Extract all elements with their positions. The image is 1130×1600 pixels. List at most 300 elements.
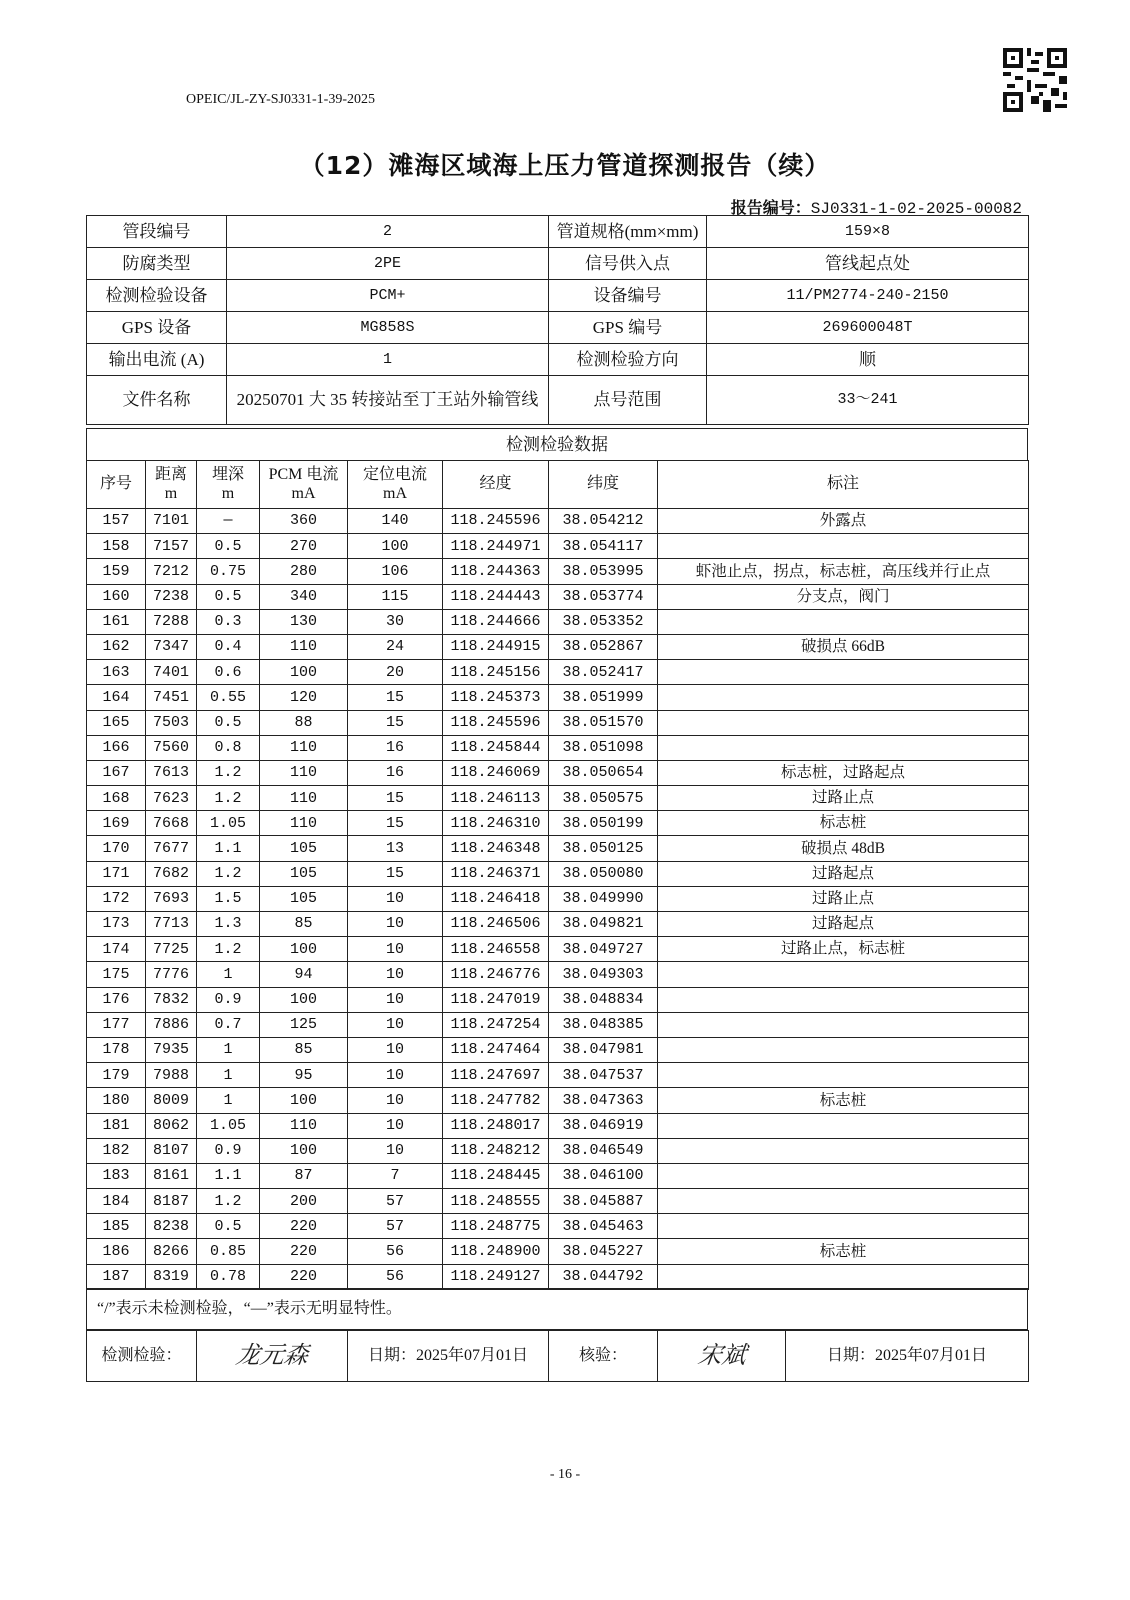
info-value: 2PE <box>227 248 549 280</box>
table-row <box>87 962 1029 987</box>
table-row <box>87 886 1029 911</box>
table-cell: 100 <box>260 987 348 1012</box>
table-cell: 10 <box>348 1037 443 1062</box>
table-cell: 110 <box>260 735 348 760</box>
table-row <box>87 584 1029 609</box>
table-cell: 过路起点 <box>658 861 1029 886</box>
table-cell: 7613 <box>146 760 197 785</box>
column-header-label: 埋深 <box>211 466 244 484</box>
table-cell: 100 <box>260 1088 348 1113</box>
table-cell: 0.85 <box>197 1239 260 1264</box>
table-cell: 1.2 <box>197 760 260 785</box>
table-cell: 10 <box>348 987 443 1012</box>
table-cell: 0.5 <box>197 584 260 609</box>
table-cell: 1.5 <box>197 886 260 911</box>
report-number-label: 报告编号： <box>730 198 811 217</box>
table-cell: 161 <box>87 609 146 634</box>
table-cell: 118.247019 <box>443 987 549 1012</box>
table-row <box>87 660 1029 685</box>
table-cell: 38.049821 <box>549 912 658 937</box>
table-cell: 过路止点，标志桩 <box>658 937 1029 962</box>
info-value: 顺 <box>707 344 1029 376</box>
table-row <box>87 811 1029 836</box>
table-row <box>87 1138 1029 1163</box>
table-cell: 118.245156 <box>443 660 549 685</box>
table-cell: 15 <box>348 811 443 836</box>
table-cell: 160 <box>87 584 146 609</box>
column-header <box>348 461 443 509</box>
table-cell: 10 <box>348 1063 443 1088</box>
info-value: 269600048T <box>707 312 1029 344</box>
table-cell: 118.248900 <box>443 1239 549 1264</box>
table-cell: 10 <box>348 1088 443 1113</box>
info-label: 防腐类型 <box>87 248 227 280</box>
table-row <box>87 735 1029 760</box>
info-value: 2 <box>227 216 549 248</box>
table-row <box>87 1214 1029 1239</box>
table-row <box>87 836 1029 861</box>
table-cell: 118.246371 <box>443 861 549 886</box>
table-row <box>87 1239 1029 1264</box>
table-cell: 38.045463 <box>549 1214 658 1239</box>
table-cell: 118.246348 <box>443 836 549 861</box>
table-row <box>87 861 1029 886</box>
table-cell: 7988 <box>146 1063 197 1088</box>
table-cell: 10 <box>348 912 443 937</box>
table-cell: 270 <box>260 534 348 559</box>
table-cell: 110 <box>260 760 348 785</box>
column-header <box>443 461 549 509</box>
table-cell <box>658 1189 1029 1214</box>
column-header-label: 经度 <box>479 475 512 493</box>
report-title: （12）滩海区域海上压力管道探测报告（续） <box>299 151 831 180</box>
table-cell: 外露点 <box>658 509 1029 534</box>
section-title: 检测检验数据 <box>87 429 1028 461</box>
table-cell: 105 <box>260 861 348 886</box>
table-cell <box>658 987 1029 1012</box>
table-cell: 118.245596 <box>443 509 549 534</box>
info-label: 检测检验设备 <box>87 280 227 312</box>
table-cell: 10 <box>348 962 443 987</box>
column-header-unit: mA <box>383 484 407 502</box>
table-cell: 过路止点 <box>658 786 1029 811</box>
column-header-label: 标注 <box>826 475 859 493</box>
table-cell: 0.5 <box>197 534 260 559</box>
table-cell: 174 <box>87 937 146 962</box>
table-cell: 7776 <box>146 962 197 987</box>
info-label: 点号范围 <box>549 376 707 425</box>
table-cell: 178 <box>87 1037 146 1062</box>
inspector-signature-text: 龙元森 <box>234 1341 311 1370</box>
table-cell: 7451 <box>146 685 197 710</box>
table-cell: 7713 <box>146 912 197 937</box>
table-row <box>87 1189 1029 1214</box>
table-cell: 0.4 <box>197 634 260 659</box>
info-label: 管段编号 <box>87 216 227 248</box>
info-label: 文件名称 <box>87 376 227 425</box>
document-code: OPEIC/JL-ZY-SJ0331-1-39-2025 <box>186 92 375 107</box>
table-cell: 7935 <box>146 1037 197 1062</box>
table-cell: 57 <box>348 1189 443 1214</box>
table-cell: 187 <box>87 1264 146 1289</box>
table-row <box>87 987 1029 1012</box>
column-header-label: 纬度 <box>586 475 619 493</box>
table-cell: 125 <box>260 1012 348 1037</box>
table-cell: 虾池止点，拐点，标志桩，高压线并行止点 <box>658 559 1029 584</box>
column-header-label: PCM 电流 <box>268 466 339 484</box>
table-cell: 8266 <box>146 1239 197 1264</box>
table-cell: 8062 <box>146 1113 197 1138</box>
table-cell: 100 <box>260 1138 348 1163</box>
table-cell: 85 <box>260 912 348 937</box>
table-cell: 105 <box>260 836 348 861</box>
table-cell: 183 <box>87 1163 146 1188</box>
table-row <box>87 1037 1029 1062</box>
table-cell: 15 <box>348 786 443 811</box>
table-cell: 164 <box>87 685 146 710</box>
table-cell <box>658 685 1029 710</box>
table-cell: 10 <box>348 1012 443 1037</box>
inspection-date: 日期：2025年07月01日 <box>348 1331 549 1382</box>
info-label: 信号供入点 <box>549 248 707 280</box>
info-row <box>87 280 1029 312</box>
table-cell: 118.246558 <box>443 937 549 962</box>
table-cell: 94 <box>260 962 348 987</box>
info-value: 20250701 大 35 转接站至丁王站外输管线 <box>227 376 549 425</box>
table-cell: 7693 <box>146 886 197 911</box>
table-cell: 8187 <box>146 1189 197 1214</box>
table-row <box>87 1113 1029 1138</box>
table-cell: 分支点，阀门 <box>658 584 1029 609</box>
info-row <box>87 248 1029 280</box>
table-cell: 163 <box>87 660 146 685</box>
column-header <box>260 461 348 509</box>
table-cell: 176 <box>87 987 146 1012</box>
table-cell: 10 <box>348 886 443 911</box>
table-cell: 7886 <box>146 1012 197 1037</box>
table-cell: 38.050575 <box>549 786 658 811</box>
column-header-label: 距离 <box>154 466 187 484</box>
table-cell: 0.55 <box>197 685 260 710</box>
table-cell <box>658 735 1029 760</box>
table-cell: 7503 <box>146 710 197 735</box>
table-row <box>87 685 1029 710</box>
table-cell: 118.248017 <box>443 1113 549 1138</box>
table-cell <box>658 534 1029 559</box>
reviewer-signature <box>658 1331 786 1382</box>
info-value: 1 <box>227 344 549 376</box>
table-cell: 85 <box>260 1037 348 1062</box>
table-cell: 169 <box>87 811 146 836</box>
table-cell: 15 <box>348 710 443 735</box>
table-cell: 168 <box>87 786 146 811</box>
table-cell: 标志桩，过路起点 <box>658 760 1029 785</box>
reviewer-signature-text: 宋斌 <box>695 1341 748 1370</box>
signature-table <box>86 1330 1029 1382</box>
table-cell: 38.050199 <box>549 811 658 836</box>
table-cell: 360 <box>260 509 348 534</box>
table-cell: 220 <box>260 1264 348 1289</box>
table-cell: 38.050125 <box>549 836 658 861</box>
info-value: 159×8 <box>707 216 1029 248</box>
table-cell: 38.052417 <box>549 660 658 685</box>
table-cell: 95 <box>260 1063 348 1088</box>
table-cell: 10 <box>348 1138 443 1163</box>
table-cell: 过路起点 <box>658 912 1029 937</box>
table-cell <box>658 1214 1029 1239</box>
table-cell: 118.248212 <box>443 1138 549 1163</box>
info-label: 检测检验方向 <box>549 344 707 376</box>
table-cell: 171 <box>87 861 146 886</box>
table-cell: 38.054117 <box>549 534 658 559</box>
table-cell: 8161 <box>146 1163 197 1188</box>
table-cell: 110 <box>260 786 348 811</box>
column-header <box>87 461 146 509</box>
table-cell: 280 <box>260 559 348 584</box>
table-cell: 38.054212 <box>549 509 658 534</box>
table-cell: 177 <box>87 1012 146 1037</box>
table-cell: 38.046100 <box>549 1163 658 1188</box>
table-cell: 173 <box>87 912 146 937</box>
table-cell: 105 <box>260 886 348 911</box>
table-cell: 15 <box>348 861 443 886</box>
table-cell: 过路止点 <box>658 886 1029 911</box>
table-cell: 7347 <box>146 634 197 659</box>
table-cell: 13 <box>348 836 443 861</box>
table-cell: 0.5 <box>197 710 260 735</box>
column-header-label: 定位电流 <box>362 466 427 484</box>
info-label: 设备编号 <box>549 280 707 312</box>
info-value: 管线起点处 <box>707 248 1029 280</box>
table-cell: 118.248445 <box>443 1163 549 1188</box>
table-cell: 162 <box>87 634 146 659</box>
table-cell: 7401 <box>146 660 197 685</box>
column-header <box>146 461 197 509</box>
table-row <box>87 1163 1029 1188</box>
page-number: - 16 - <box>549 1467 581 1482</box>
table-cell: 165 <box>87 710 146 735</box>
table-cell: 8009 <box>146 1088 197 1113</box>
table-cell: 标志桩 <box>658 1088 1029 1113</box>
table-cell <box>658 660 1029 685</box>
table-cell: 16 <box>348 735 443 760</box>
table-cell: 38.047363 <box>549 1088 658 1113</box>
table-cell: 179 <box>87 1063 146 1088</box>
table-cell: 38.045227 <box>549 1239 658 1264</box>
table-cell: 118.244971 <box>443 534 549 559</box>
table-cell: 38.049303 <box>549 962 658 987</box>
table-cell: 38.049990 <box>549 886 658 911</box>
table-cell: 118.247254 <box>443 1012 549 1037</box>
table-cell: 118.246418 <box>443 886 549 911</box>
table-cell: 7623 <box>146 786 197 811</box>
table-cell: 182 <box>87 1138 146 1163</box>
table-cell: 180 <box>87 1088 146 1113</box>
table-cell: 1 <box>197 1037 260 1062</box>
table-row <box>87 1012 1029 1037</box>
table-cell <box>658 1264 1029 1289</box>
table-row <box>87 1088 1029 1113</box>
info-value: MG858S <box>227 312 549 344</box>
table-cell <box>658 1163 1029 1188</box>
table-cell <box>658 962 1029 987</box>
table-cell: 118.246506 <box>443 912 549 937</box>
table-cell: 1.1 <box>197 1163 260 1188</box>
table-row <box>87 634 1029 659</box>
table-cell: 0.78 <box>197 1264 260 1289</box>
table-cell: 38.051098 <box>549 735 658 760</box>
info-value: 33～241 <box>707 376 1029 425</box>
table-cell: 破损点 66dB <box>658 634 1029 659</box>
table-cell <box>658 1138 1029 1163</box>
table-cell: 38.048385 <box>549 1012 658 1037</box>
info-row <box>87 376 1029 425</box>
table-row <box>87 937 1029 962</box>
legend-note: “/”表示未检测检验，“—”表示无明显特性。 <box>87 1289 1028 1330</box>
table-cell: 38.050654 <box>549 760 658 785</box>
table-cell: 1.2 <box>197 786 260 811</box>
table-cell: 0.5 <box>197 1214 260 1239</box>
table-cell: 56 <box>348 1239 443 1264</box>
table-cell: 38.045887 <box>549 1189 658 1214</box>
table-cell: 118.247782 <box>443 1088 549 1113</box>
table-cell: 7832 <box>146 987 197 1012</box>
table-cell: 7668 <box>146 811 197 836</box>
table-cell: 7212 <box>146 559 197 584</box>
table-cell: 118.248775 <box>443 1214 549 1239</box>
table-cell: 118.244666 <box>443 609 549 634</box>
table-cell: 7288 <box>146 609 197 634</box>
table-cell: 38.051570 <box>549 710 658 735</box>
info-label: GPS 编号 <box>549 312 707 344</box>
table-cell: 15 <box>348 685 443 710</box>
table-cell: 1.2 <box>197 1189 260 1214</box>
pipeline-info-table <box>86 215 1029 425</box>
table-cell: 7677 <box>146 836 197 861</box>
table-cell <box>658 710 1029 735</box>
table-row <box>87 609 1029 634</box>
table-cell: 标志桩 <box>658 1239 1029 1264</box>
table-cell: 24 <box>348 634 443 659</box>
table-row <box>87 710 1029 735</box>
table-row <box>87 786 1029 811</box>
inspector-label: 检测检验： <box>87 1331 197 1382</box>
table-cell: 184 <box>87 1189 146 1214</box>
table-cell: 1.05 <box>197 1113 260 1138</box>
table-cell <box>658 1037 1029 1062</box>
reviewer-label: 核验： <box>549 1331 658 1382</box>
table-cell: 38.053774 <box>549 584 658 609</box>
table-cell: 0.75 <box>197 559 260 584</box>
table-cell: 1.2 <box>197 937 260 962</box>
table-cell: 118.245373 <box>443 685 549 710</box>
table-cell: 340 <box>260 584 348 609</box>
table-cell: 181 <box>87 1113 146 1138</box>
table-cell: 118.244443 <box>443 584 549 609</box>
info-label: 管道规格(mm×mm) <box>549 216 707 248</box>
table-cell: 1.3 <box>197 912 260 937</box>
column-header <box>549 461 658 509</box>
column-header-unit: m <box>221 484 235 502</box>
table-cell: 118.245844 <box>443 735 549 760</box>
table-cell <box>658 1063 1029 1088</box>
table-cell: 118.246776 <box>443 962 549 987</box>
table-row <box>87 559 1029 584</box>
table-cell: 破损点 48dB <box>658 836 1029 861</box>
table-cell: 10 <box>348 937 443 962</box>
table-cell: 0.9 <box>197 987 260 1012</box>
table-cell: 118.249127 <box>443 1264 549 1289</box>
info-value: PCM+ <box>227 280 549 312</box>
table-cell: 110 <box>260 1113 348 1138</box>
table-cell: 159 <box>87 559 146 584</box>
table-cell <box>658 1113 1029 1138</box>
table-cell: 8238 <box>146 1214 197 1239</box>
table-cell: 100 <box>260 660 348 685</box>
table-cell: 8319 <box>146 1264 197 1289</box>
table-cell: 87 <box>260 1163 348 1188</box>
table-cell: 118.246310 <box>443 811 549 836</box>
table-cell: 38.046919 <box>549 1113 658 1138</box>
table-cell: 157 <box>87 509 146 534</box>
review-date: 日期：2025年07月01日 <box>786 1331 1029 1382</box>
column-header <box>658 461 1029 509</box>
table-cell: 175 <box>87 962 146 987</box>
table-cell: 100 <box>348 534 443 559</box>
table-cell: 220 <box>260 1214 348 1239</box>
info-value: 11/PM2774-240-2150 <box>707 280 1029 312</box>
table-cell: 1 <box>197 1063 260 1088</box>
table-cell: 88 <box>260 710 348 735</box>
table-cell: 标志桩 <box>658 811 1029 836</box>
table-cell: 38.048834 <box>549 987 658 1012</box>
inspector-signature <box>197 1331 348 1382</box>
table-row <box>87 509 1029 534</box>
table-cell: 8107 <box>146 1138 197 1163</box>
table-cell: 118.244915 <box>443 634 549 659</box>
table-cell: 38.047537 <box>549 1063 658 1088</box>
table-cell: 7 <box>348 1163 443 1188</box>
table-cell: 158 <box>87 534 146 559</box>
table-cell: 186 <box>87 1239 146 1264</box>
table-cell: 120 <box>260 685 348 710</box>
table-cell: 106 <box>348 559 443 584</box>
table-cell: 38.044792 <box>549 1264 658 1289</box>
table-cell: 118.244363 <box>443 559 549 584</box>
table-cell <box>658 609 1029 634</box>
table-cell <box>658 1012 1029 1037</box>
table-cell: 38.053352 <box>549 609 658 634</box>
table-cell: 38.050080 <box>549 861 658 886</box>
table-row <box>87 1264 1029 1289</box>
table-cell: 38.052867 <box>549 634 658 659</box>
table-cell: 30 <box>348 609 443 634</box>
table-cell: 1 <box>197 962 260 987</box>
table-cell: 110 <box>260 811 348 836</box>
table-cell: 118.248555 <box>443 1189 549 1214</box>
table-cell: 170 <box>87 836 146 861</box>
table-cell: 1.2 <box>197 861 260 886</box>
table-cell: 7560 <box>146 735 197 760</box>
table-row <box>87 760 1029 785</box>
table-cell: 0.8 <box>197 735 260 760</box>
column-header-unit: m <box>164 484 178 502</box>
table-cell: 38.046549 <box>549 1138 658 1163</box>
table-cell: 115 <box>348 584 443 609</box>
table-cell: 185 <box>87 1214 146 1239</box>
table-cell: 200 <box>260 1189 348 1214</box>
table-cell: — <box>197 509 260 534</box>
